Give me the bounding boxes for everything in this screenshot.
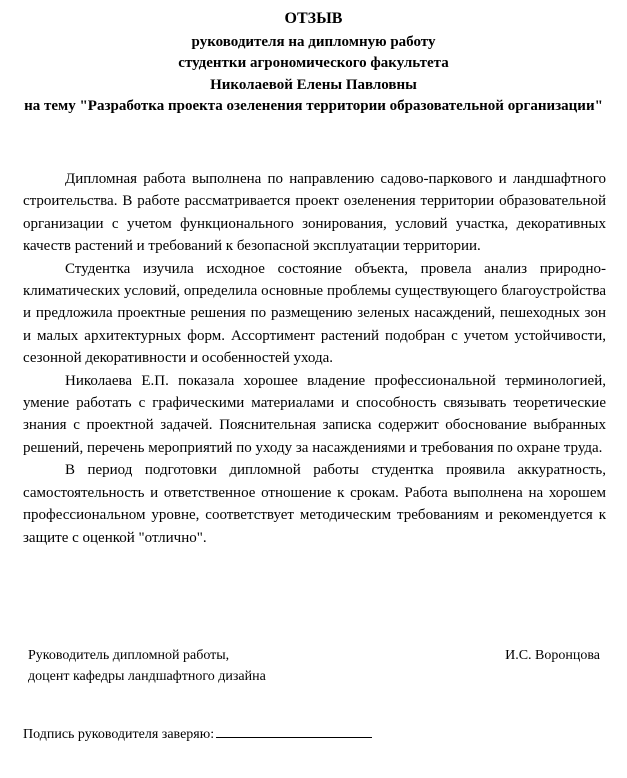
header-line-topic: на тему "Разработка проекта озеленения территории образовательной организации" [24,98,603,114]
paragraph-3: Николаева Е.П. показала хорошее владение профессиональной терминологией, умение работать с графическими материалами и способность связывать теоретические знания с проектной задачей. Пояснительная записка содержит обоснование выбранных решений, перечень мероприятий по уходу за насаждениями и требования по охране труда. [23,372,606,456]
supervisor-role-line2: доцент кафедры ландшафтного дизайна [28,669,266,684]
certification-line [23,723,372,745]
supervisor-role-line1: Руководитель дипломной работы, [28,648,230,663]
paragraph-4: В период подготовки дипломной работы студентка проявила аккуратность, самостоятельность и ответственное отношение к срокам. Работа выполнена на хорошем профессиональном уровне, соответствует методическим требованиям и рекомендуется к защите с оценкой "отлично". [23,462,606,546]
header-line-reviewer: руководителя на дипломную работу [191,33,436,50]
document-title: ОТЗЫВ [284,10,343,27]
header-line-faculty: студентки агрономического факультета [178,55,449,71]
signature-block [28,645,600,687]
paragraph-2: Студентка изучила исходное состояние объекта, провела анализ природно-климатических условий, определила основные проблемы существующего благоустройства и предложила проектные решения по размещению зеленых насаждений, пешеходных зон и малых архитектурных форм. Ассортимент растений подобран с учетом устойчивости, сезонной декоративности и особенностей ухода. [23,260,606,367]
review-body [23,168,606,549]
certification-label: Подпись руководителя заверяю: [23,727,215,742]
header-line-student-name: Николаевой Елены Павловны [210,76,417,93]
supervisor-role [28,645,266,687]
signature-blank-field[interactable] [216,723,372,738]
paragraph-1: Дипломная работа выполнена по направлению садово-паркового и ландшафтного строительства. В работе рассматривается проект озеленения территории образовательной организации с учетом функционального зонирования, условий участка, декоративных качеств растений и требований к безопасной эксплуатации территории. [23,171,606,255]
supervisor-name: И.С. Воронцова [505,648,600,663]
document-header [20,8,607,118]
